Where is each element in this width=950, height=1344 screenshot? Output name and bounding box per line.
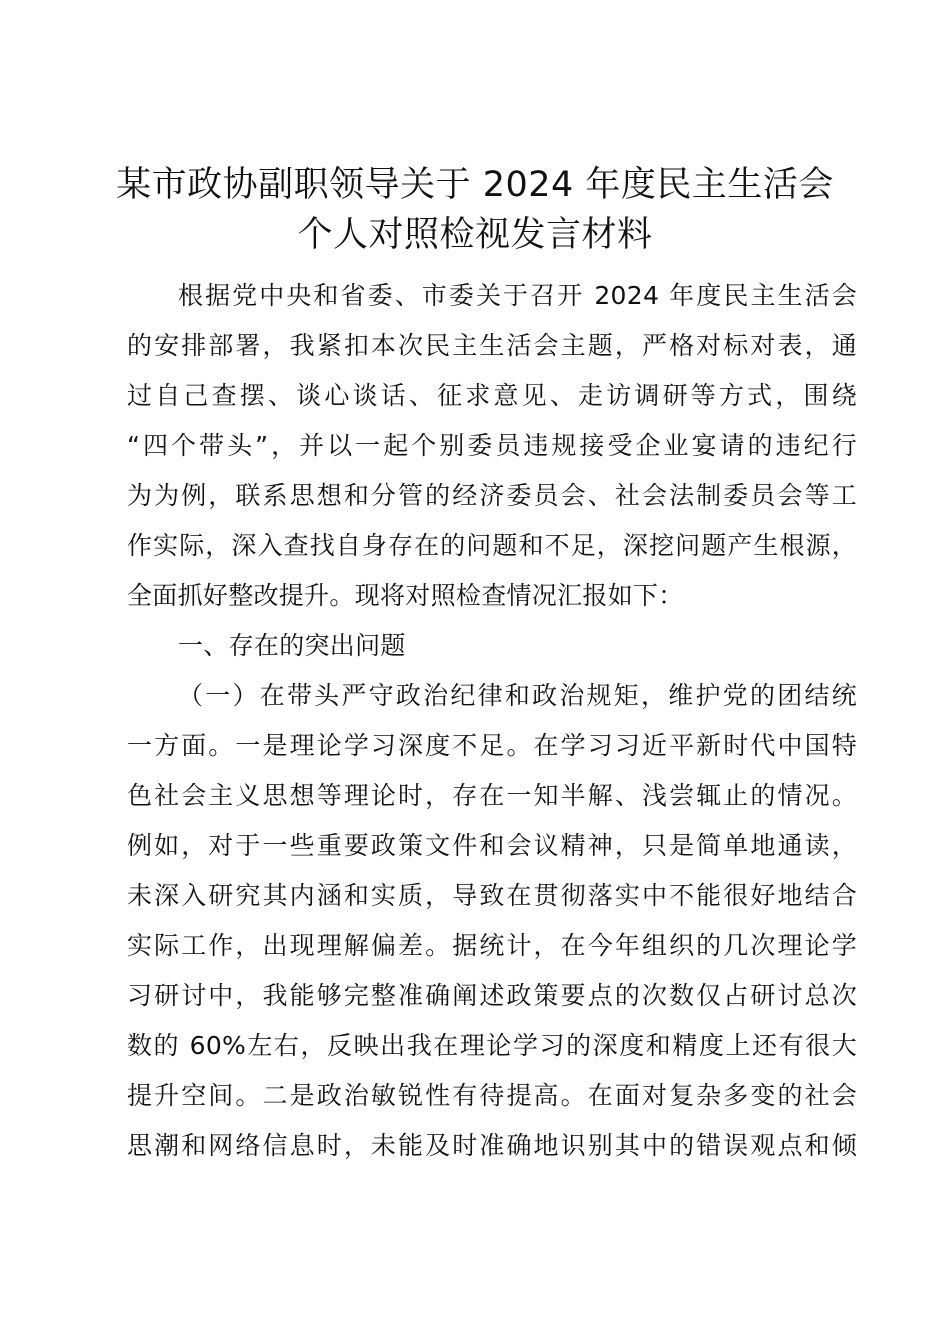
document-title-line-1: 某市政协副职领导关于 2024 年度民主生活会 xyxy=(116,165,834,205)
paragraph-line: 例如，对于一些重要政策文件和会议精神，只是简单地通读， xyxy=(127,831,857,860)
paragraph-line: 数的 60%左右，反映出我在理论学习的深度和精度上还有很大 xyxy=(127,1031,857,1060)
section-heading: 一、存在的突出问题 xyxy=(178,631,406,660)
paragraph-line: “四个带头”，并以一起个别委员违规接受企业宴请的违纪行 xyxy=(127,431,857,460)
document-title-line-2: 个人对照检视发言材料 xyxy=(297,215,653,255)
paragraph-line: 习研讨中，我能够完整准确阐述政策要点的次数仅占研讨总次 xyxy=(127,981,857,1010)
paragraph-line: 色社会主义思想等理论时，存在一知半解、浅尝辄止的情况。 xyxy=(127,781,857,810)
paragraph-line: 全面抓好整改提升。现将对照检查情况汇报如下： xyxy=(127,581,684,610)
paragraph-line: 为为例，联系思想和分管的经济委员会、社会法制委员会等工 xyxy=(127,481,857,510)
paragraph-line: 未深入研究其内涵和实质，导致在贯彻落实中不能很好地结合 xyxy=(127,881,857,910)
document-body xyxy=(127,271,857,1171)
paragraph-line: 实际工作，出现理解偏差。据统计，在今年组织的几次理论学 xyxy=(127,931,857,960)
paragraph-line: 一方面。一是理论学习深度不足。在学习习近平新时代中国特 xyxy=(127,731,857,760)
paragraph-line: 的安排部署，我紧扣本次民主生活会主题，严格对标对表，通 xyxy=(127,331,857,360)
paragraph-line: 作实际，深入查找自身存在的问题和不足，深挖问题产生根源， xyxy=(127,531,857,560)
paragraph-line: 过自己查摆、谈心谈话、征求意见、走访调研等方式，围绕 xyxy=(127,381,857,410)
paragraph-line: 提升空间。二是政治敏锐性有待提高。在面对复杂多变的社会 xyxy=(127,1081,857,1110)
paragraph-line: 思潮和网络信息时，未能及时准确地识别其中的错误观点和倾 xyxy=(127,1131,857,1160)
paragraph-line: （一）在带头严守政治纪律和政治规矩，维护党的团结统 xyxy=(178,681,857,710)
paragraph-line: 根据党中央和省委、市委关于召开 2024 年度民主生活会 xyxy=(178,281,857,310)
